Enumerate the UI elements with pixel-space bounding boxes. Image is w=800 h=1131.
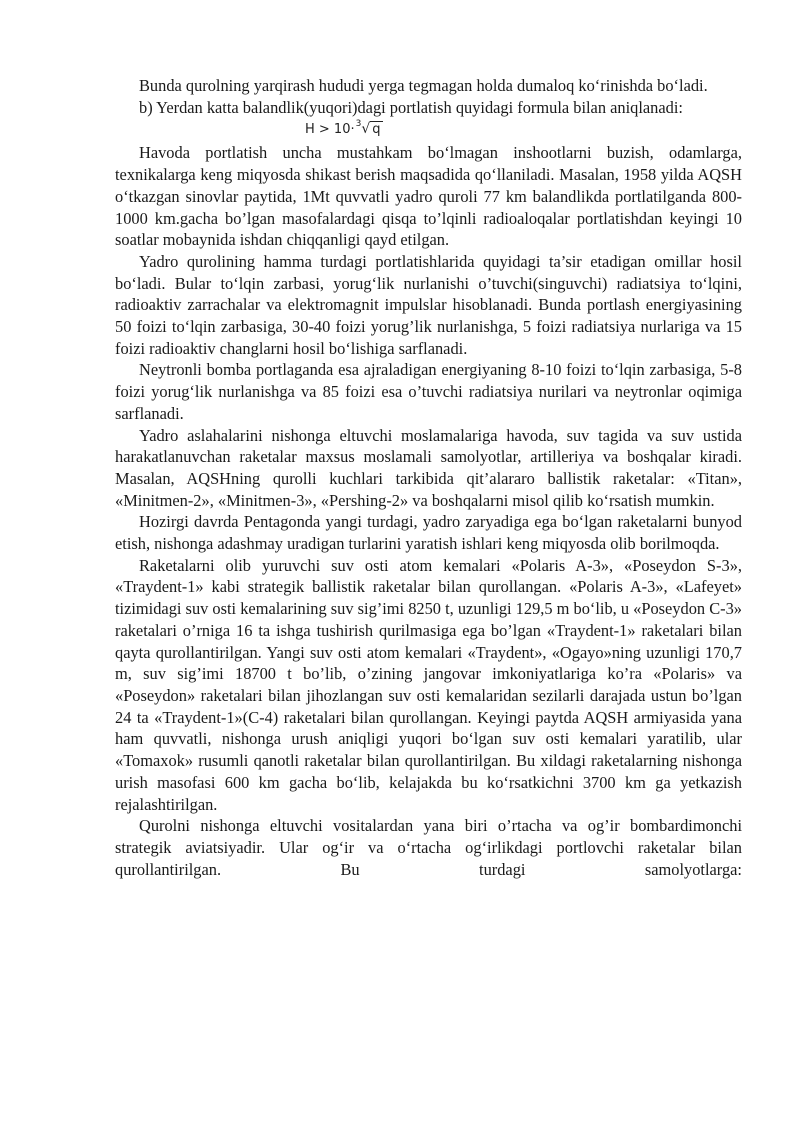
paragraph-aviation: Qurolni nishonga eltuvchi vositalardan yana biri o’rtacha va og’ir bombardimonchi strategik aviatsiyadir. Ular og‘ir va o‘rtacha og‘irlikdagi portlovchi raketalar bilan qurollantirilgan. Bu turdagi samolyotlarga:	[115, 816, 742, 879]
formula-radicand: q	[372, 122, 381, 138]
formula-block	[115, 118, 742, 142]
paragraph-neutron-bomb: Neytronli bomba portlaganda esa ajraladigan energiyaning 8-10 foizi to‘lqin zarbasiga, 5-8 foizi yorug‘lik nurlanishga va 85 foizi esa o’tuvchi radiatsiya nurilari va neytronlar oqimiga sarflanadi.	[115, 360, 742, 423]
paragraph-high-altitude-intro: b) Yerdan katta balandlik(yuqori)dagi portlatish quyidagi formula bilan aniqlanadi:	[139, 97, 683, 117]
paragraph-air-burst: Havoda portlatish uncha mustahkam bo‘lmagan inshootlarni buzish, odamlarga, texnikalarga keng miqyosda shikast berish maqsadida qo‘llaniladi. Masalan, 1958 yilda AQSH o‘tkazgan sinovlar paytida, 1Mt quvvatli yadro quroli 77 km balandlikda portlatilganda 800-1000 km.gacha bo’lgan masofalardagi qisqa to’lqinli radioaloqalar portlatishdan keyingi 10 soatlar mobaynida ishdan chiqqanligi qayd etilgan.	[115, 143, 742, 250]
paragraph-damaging-factors: Yadro qurolining hamma turdagi portlatishlarida quyidagi ta’sir etadigan omillar hosil bo‘ladi. Bular to‘lqin zarbasi, yorug‘lik nurlanishi o’tuvchi(singuvchi) radiatsiya to‘lqini, radioaktiv zarrachalar va elektromagnit impulslar hisoblanadi. Bunda portlash energiyasining 50 foizi to‘lqin zarbasiga, 30-40 foizi yorug’lik nurlanishga, 5 foizi radiatsiya nurlariga va 15 foizi radioaktiv changlarni hosil bo‘lishiga sarflanadi.	[115, 251, 742, 358]
document-page	[115, 75, 742, 880]
height-formula	[305, 119, 383, 143]
paragraph-delivery-means: Yadro aslahalarini nishonga eltuvchi moslamalariga havoda, suv tagida va suv ustida harakatlanuvchan raketalar maxsus moslamali samolyotlar, artilleriya va boshqalar kiradi. Masalan, AQSHning qurolli kuchlari tarkibida qit’alararo ballistik raketalar: «Titan», «Minitmen-2», «Minitmen-3», «Pershing-2» va boshqalarni misol qilib ko‘rsatish mumkin.	[115, 425, 742, 510]
paragraph-submarines: Raketalarni olib yuruvchi suv osti atom kemalari «Polaris A-3», «Poseydon S-3», «Traydent-1» kabi strategik ballistik raketalar bilan qurollangan. «Polaris A-3», «Lafeyet» tizimidagi suv osti kemalarining suv sig’imi 8250 t, uzunligi 129,5 m bo‘lib, u «Poseydon C-3» raketalari o’rniga 16 ta ishga tushirish qurilmasiga ega bo’lgan «Traydent-1» raketalari bilan qayta qurollantirilgan. Yangi suv osti atom kemalari «Traydent», «Ogayo»ning uzunligi 170,7 m, suv sig’imi 18700 t bo’lib, o’zining jangovar imkoniyatlariga ko’ra «Polaris» va «Poseydon» raketalari bilan jihozlangan suv osti kemalaridan sezilarli darajada ustun bo’lgan 24 ta «Traydent-1»(C-4) raketalari bilan qurollangan. Keyingi paytda AQSH armiyasida yana ham quvvatli, nishonga urush aniqligi yuqori bo‘lgan suv osti kemalari yaratilib, ular «Tomaxok» rusumli qanotli raketalar bilan qurollantirilgan. Bu xildagi raketalarning nishonga urish masofasi 600 km gacha bo‘lib, kelajakda bu ko‘rsatkichni 3700 km ga yetkazish rejalashtirilgan.	[115, 555, 742, 814]
radical-sign-icon: √	[361, 121, 371, 138]
paragraph-pentagon-development: Hozirgi davrda Pentagonda yangi turdagi, yadro zaryadiga ega bo‘lgan raketalarni bunyod etish, nishonga adashmay uradigan turlarini yaratish ishlari keng miqyosda olib borilmoqda.	[115, 512, 742, 554]
formula-lhs: H > 10·	[305, 122, 355, 138]
formula-root-index: 3	[355, 119, 362, 130]
paragraph-burst-shape: Bunda qurolning yarqirash hududi yerga tegmagan holda dumaloq ko‘rinishda bo‘ladi.	[139, 76, 708, 95]
